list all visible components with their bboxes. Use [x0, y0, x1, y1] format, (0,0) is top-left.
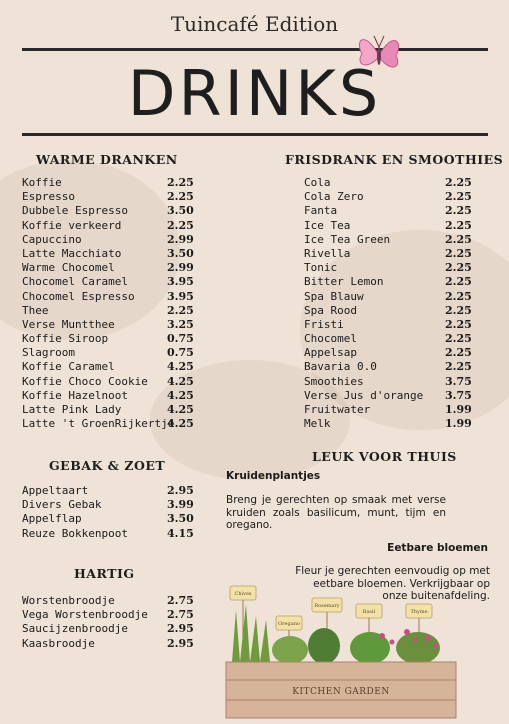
menu-item: [22, 484, 202, 498]
menu-item-price: 2.25: [445, 346, 472, 360]
menu-item-price: 2.25: [445, 303, 472, 317]
menu-item: [304, 261, 484, 275]
menu-item-name: Koffie Hazelnoot: [22, 388, 128, 402]
menu-item-name: Koffie Choco Cookie: [22, 374, 148, 388]
menu-item: [304, 332, 484, 346]
menu-item: [22, 318, 202, 332]
menu-item-price: 2.25: [167, 190, 194, 204]
menu-item-name: Worstenbroodje: [22, 594, 115, 607]
menu-item-price: 4.25: [167, 374, 194, 388]
menu-item-name: Latte 't GroenRijkertje: [22, 417, 175, 431]
menu-item-name: Appelflap: [22, 512, 82, 526]
menu-item: [22, 290, 202, 304]
menu-item-price: 0.75: [167, 346, 194, 360]
warme-dranken-list: [22, 176, 202, 431]
menu-item-price: 1.99: [445, 417, 472, 431]
menu-item: [304, 176, 484, 190]
section-title-leuk-voor-thuis: LEUK VOOR THUIS: [312, 449, 457, 464]
menu-item-price: 2.25: [445, 176, 472, 189]
menu-item-name: Chocomel Espresso: [22, 289, 135, 303]
menu-item-price: 2.25: [445, 204, 472, 218]
menu-item-name: Slagroom: [22, 346, 75, 360]
menu-item-price: 2.25: [445, 289, 472, 303]
menu-item: [22, 622, 202, 636]
menu-item-name: Koffie Siroop: [22, 332, 109, 346]
kruiden-title: Kruidenplantjes: [226, 470, 321, 482]
menu-item: [22, 417, 202, 431]
menu-item-name: Chocomel: [304, 332, 357, 346]
menu-item-price: 2.25: [445, 332, 472, 346]
menu-item: [304, 389, 484, 403]
menu-item-price: 3.25: [167, 317, 194, 331]
menu-item: [22, 332, 202, 346]
title-divider: [22, 133, 488, 136]
menu-item-price: 2.25: [445, 190, 472, 204]
menu-item-price: 2.95: [167, 484, 194, 497]
menu-item-name: Spa Blauw: [304, 289, 364, 303]
menu-item-price: 3.95: [167, 289, 194, 303]
menu-item-name: Reuze Bokkenpoot: [22, 526, 128, 540]
menu-item-name: Dubbele Espresso: [22, 204, 128, 218]
menu-item-price: 2.25: [167, 218, 194, 232]
tag-label-thyme: Thyme: [410, 609, 428, 615]
menu-item-price: 4.25: [167, 403, 194, 416]
menu-item: [304, 275, 484, 289]
menu-item: [304, 375, 484, 389]
menu-item-price: 4.15: [167, 526, 194, 540]
menu-item: [304, 290, 484, 304]
menu-item: [304, 360, 484, 374]
menu-item-price: 2.99: [167, 232, 194, 246]
section-title-warme-dranken: WARME DRANKEN: [36, 152, 178, 167]
menu-item-price: 2.25: [445, 246, 472, 260]
menu-item-name: Koffie verkeerd: [22, 218, 122, 232]
menu-item: [304, 403, 484, 417]
menu-item-price: 3.99: [167, 498, 194, 512]
menu-item: [304, 190, 484, 204]
menu-item-name: Chocomel Caramel: [22, 275, 128, 289]
menu-item-price: 4.25: [167, 417, 194, 431]
menu-item-price: 4.25: [167, 360, 194, 374]
menu-item: [22, 498, 202, 512]
section-title-frisdrank: FRISDRANK EN SMOOTHIES: [285, 152, 504, 167]
menu-item: [304, 204, 484, 218]
menu-item-name: Latte Macchiato: [22, 246, 122, 260]
menu-item-name: Koffie: [22, 176, 62, 189]
menu-item-name: Fristi: [304, 317, 344, 331]
page-title: DRINKS: [127, 57, 382, 130]
menu-item-name: Ice Tea: [304, 218, 351, 232]
menu-item-price: 2.25: [445, 275, 472, 289]
menu-item-price: 2.75: [167, 594, 194, 607]
menu-item-price: 0.75: [167, 332, 194, 346]
menu-item-price: 2.25: [445, 360, 472, 374]
menu-item: [304, 318, 484, 332]
menu-item-name: Spa Rood: [304, 303, 357, 317]
menu-item-name: Vega Worstenbroodje: [22, 608, 148, 622]
menu-item-price: 2.25: [167, 176, 194, 189]
section-title-gebak: GEBAK & ZOET: [49, 458, 166, 473]
menu-item: [304, 304, 484, 318]
menu-item-price: 2.25: [445, 261, 472, 275]
tag-label-oregano: Oregano: [278, 621, 300, 627]
menu-item-name: Cola: [304, 176, 331, 189]
menu-item: [22, 346, 202, 360]
menu-item-price: 2.25: [167, 303, 194, 317]
menu-item: [22, 304, 202, 318]
menu-item-price: 3.50: [167, 204, 194, 218]
kruiden-text: Breng je gerechten op smaak met verse kruiden zoals basilicum, munt, tijm en oregano.: [226, 494, 446, 531]
menu-item: [22, 637, 202, 651]
menu-item-price: 2.99: [167, 261, 194, 275]
menu-item: [22, 261, 202, 275]
menu-item: [22, 375, 202, 389]
tag-label-rosemary: Rosemary: [314, 603, 340, 609]
menu-item-name: Melk: [304, 417, 331, 431]
menu-item-name: Bavaria 0.0: [304, 360, 377, 374]
menu-item-price: 2.95: [167, 636, 194, 650]
menu-item-name: Divers Gebak: [22, 498, 102, 512]
bloemen-text: Fleur je gerechten eenvoudig op met eetbare bloemen. Verkrijgbaar op onze buitenafdeling.: [295, 565, 490, 602]
tag-label-chives: Chives: [234, 591, 252, 597]
menu-item-name: Latte Pink Lady: [22, 403, 122, 416]
menu-item-name: Fruitwater: [304, 403, 371, 416]
menu-item-name: Warme Chocomel: [22, 261, 115, 275]
menu-item: [22, 360, 202, 374]
bloemen-title: Eetbare bloemen: [387, 542, 488, 554]
menu-item-name: Espresso: [22, 190, 75, 204]
menu-item: [22, 403, 202, 417]
menu-item: [22, 389, 202, 403]
menu-item-name: Cola Zero: [304, 190, 364, 204]
menu-item: [304, 233, 484, 247]
menu-item-price: 2.75: [167, 608, 194, 622]
menu-item-price: 1.99: [445, 403, 472, 416]
menu-item-price: 3.75: [445, 374, 472, 388]
menu-item-price: 3.95: [167, 275, 194, 289]
menu-item-price: 2.25: [445, 232, 472, 246]
menu-item-price: 2.25: [445, 317, 472, 331]
menu-item: [304, 346, 484, 360]
menu-item-name: Appelsap: [304, 346, 357, 360]
menu-item: [22, 608, 202, 622]
menu-item: [304, 247, 484, 261]
menu-item-name: Appeltaart: [22, 484, 89, 497]
menu-item: [22, 247, 202, 261]
menu-item: [304, 219, 484, 233]
menu-item-price: 3.75: [445, 388, 472, 402]
menu-item-name: Tonic: [304, 261, 338, 275]
menu-item: [22, 512, 202, 526]
herb-plants-icon: [222, 580, 462, 720]
menu-item-name: Koffie Caramel: [22, 360, 115, 374]
menu-item: [22, 190, 202, 204]
top-divider: [22, 48, 488, 51]
menu-item: [22, 275, 202, 289]
menu-item: [22, 527, 202, 541]
menu-subtitle: Tuincafé Edition: [170, 12, 339, 36]
menu-item-price: 3.50: [167, 246, 194, 260]
menu-item-name: Verse Muntthee: [22, 317, 115, 331]
gebak-list: [22, 484, 202, 541]
menu-item-name: Bitter Lemon: [304, 275, 384, 289]
menu-item-name: Fanta: [304, 204, 338, 218]
menu-item: [22, 204, 202, 218]
menu-item: [22, 594, 202, 608]
menu-item-price: 2.25: [445, 218, 472, 232]
menu-item-name: Kaasbroodje: [22, 636, 95, 650]
menu-item-name: Ice Tea Green: [304, 232, 391, 246]
menu-item-name: Verse Jus d'orange: [304, 388, 424, 402]
menu-item-name: Capuccino: [22, 232, 82, 246]
menu-item-price: 4.25: [167, 388, 194, 402]
menu-item-name: Saucijzenbroodje: [22, 622, 128, 636]
frisdrank-list: [304, 176, 484, 431]
menu-item-name: Rivella: [304, 246, 351, 260]
menu-item: [22, 233, 202, 247]
tag-label-basil: Basil: [362, 609, 376, 615]
hartig-list: [22, 594, 202, 651]
section-title-hartig: HARTIG: [74, 566, 135, 581]
menu-item-price: 2.95: [167, 622, 194, 636]
crate-label: KITCHEN GARDEN: [292, 687, 390, 697]
menu-item-price: 3.50: [167, 512, 194, 526]
menu-item-name: Thee: [22, 303, 49, 317]
menu-item-name: Smoothies: [304, 374, 364, 388]
menu-item: [22, 176, 202, 190]
menu-item: [304, 417, 484, 431]
kitchen-garden-illustration: [222, 580, 462, 724]
menu-item: [22, 219, 202, 233]
